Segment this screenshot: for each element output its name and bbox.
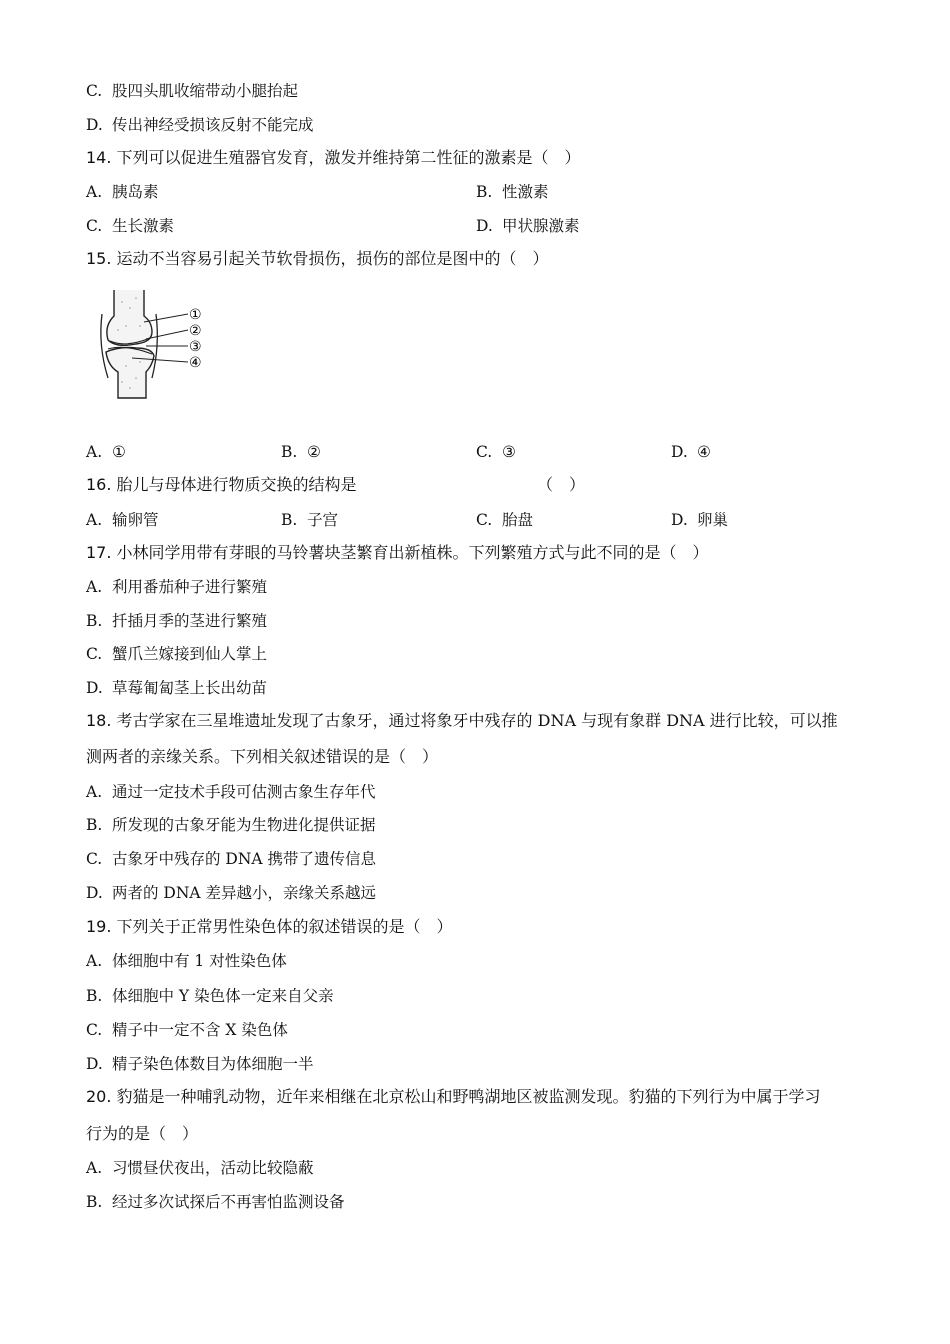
figure-label-4: ④ bbox=[189, 355, 202, 371]
q15-option-d: D. ④ bbox=[671, 443, 711, 461]
option-d: D. 传出神经受损该反射不能完成 bbox=[86, 116, 314, 134]
q16-option-a: A. 输卵管 bbox=[86, 511, 159, 529]
q15-option-c: C. ③ bbox=[476, 443, 516, 461]
question-16: 16. 胎儿与母体进行物质交换的结构是 bbox=[86, 475, 357, 494]
figure-label-2: ② bbox=[189, 323, 202, 339]
q19-option-d: D. 精子染色体数目为体细胞一半 bbox=[86, 1055, 314, 1073]
q19-option-b: B. 体细胞中 Y 染色体一定来自父亲 bbox=[86, 987, 334, 1005]
q14-option-b: B. 性激素 bbox=[476, 183, 549, 201]
question-18: 18. 考古学家在三星堆遗址发现了古象牙，通过将象牙中残存的 DNA 与现有象群 DNA 进行比较，可以推 bbox=[86, 711, 838, 730]
upper-bone bbox=[107, 290, 152, 345]
figure-label-3: ③ bbox=[189, 339, 202, 355]
q16-option-b: B. 子宫 bbox=[281, 511, 339, 529]
question-17: 17. 小林同学用带有芽眼的马铃薯块茎繁育出新植株。下列繁殖方式与此不同的是（ ） bbox=[86, 543, 709, 562]
joint-capsule bbox=[101, 314, 108, 378]
q17-option-c: C. 蟹爪兰嫁接到仙人掌上 bbox=[86, 645, 268, 663]
lower-bone bbox=[106, 348, 154, 399]
q18-option-c: C. 古象牙中残存的 DNA 携带了遗传信息 bbox=[86, 850, 377, 868]
q14-option-c: C. 生长激素 bbox=[86, 217, 175, 235]
q16-answer-blank: （ ） bbox=[537, 475, 586, 494]
question-15: 15. 运动不当容易引起关节软骨损伤，损伤的部位是图中的（ ） bbox=[86, 249, 549, 268]
q18-option-a: A. 通过一定技术手段可估测古象生存年代 bbox=[86, 783, 376, 801]
question-18-continued: 测两者的亲缘关系。下列相关叙述错误的是（ ） bbox=[86, 747, 439, 766]
q16-option-d: D. 卵巢 bbox=[671, 511, 729, 529]
question-14: 14. 下列可以促进生殖器官发育，激发并维持第二性征的激素是（ ） bbox=[86, 148, 581, 167]
q18-option-b: B. 所发现的古象牙能为生物进化提供证据 bbox=[86, 816, 376, 834]
q14-option-a: A. 胰岛素 bbox=[86, 183, 159, 201]
q17-option-d: D. 草莓匍匐茎上长出幼苗 bbox=[86, 679, 268, 697]
q19-option-a: A. 体细胞中有 1 对性染色体 bbox=[86, 952, 287, 970]
knee-joint-figure bbox=[96, 286, 216, 402]
q15-option-b: B. ② bbox=[281, 443, 321, 461]
q15-option-a: A. ① bbox=[86, 443, 126, 461]
question-19: 19. 下列关于正常男性染色体的叙述错误的是（ ） bbox=[86, 917, 453, 936]
figure-label-1: ① bbox=[189, 307, 202, 323]
q17-option-b: B. 扦插月季的茎进行繁殖 bbox=[86, 612, 268, 630]
q16-option-c: C. 胎盘 bbox=[476, 511, 534, 529]
q14-option-d: D. 甲状腺激素 bbox=[476, 217, 580, 235]
q17-option-a: A. 利用番茄种子进行繁殖 bbox=[86, 578, 268, 596]
option-c: C. 股四头肌收缩带动小腿抬起 bbox=[86, 82, 299, 100]
q20-option-a: A. 习惯昼伏夜出，活动比较隐蔽 bbox=[86, 1159, 314, 1177]
question-20: 20. 豹猫是一种哺乳动物，近年来相继在北京松山和野鸭湖地区被监测发现。豹猫的下列行为中属于学习 bbox=[86, 1087, 821, 1106]
q18-option-d: D. 两者的 DNA 差异越小，亲缘关系越远 bbox=[86, 884, 377, 902]
q19-option-c: C. 精子中一定不含 X 染色体 bbox=[86, 1021, 288, 1039]
question-20-continued: 行为的是（ ） bbox=[86, 1124, 199, 1143]
q20-option-b: B. 经过多次试探后不再害怕监测设备 bbox=[86, 1193, 345, 1211]
